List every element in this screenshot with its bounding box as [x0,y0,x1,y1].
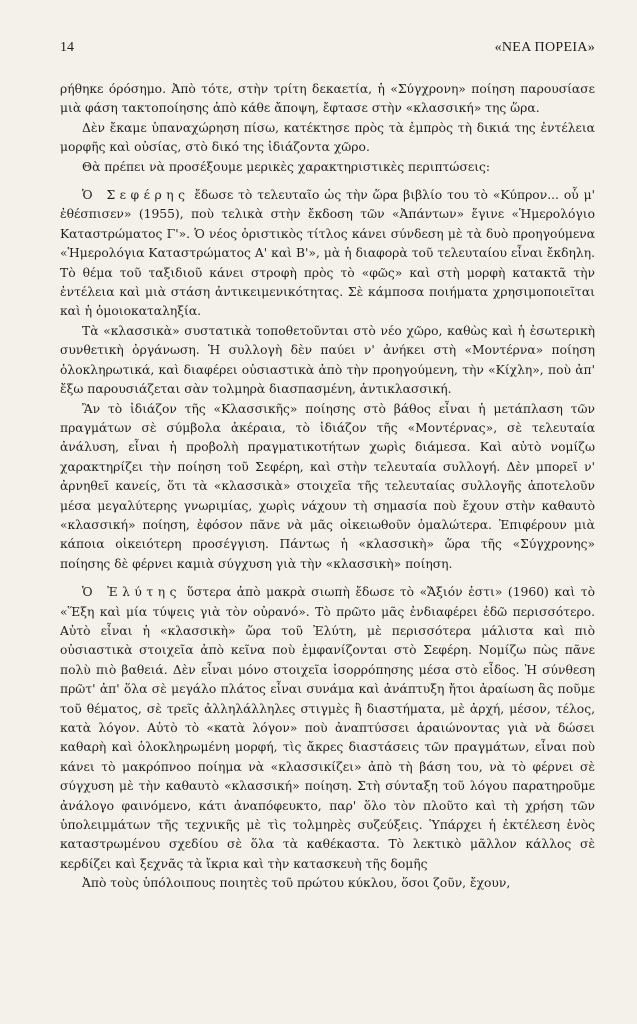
paragraph-text: ὕστερα ἀπὸ μακρὰ σιωπὴ ἔδωσε τὸ «Ἄξιόν ἐστι» (1960) καὶ τὸ «Ἕξη καὶ μία τύψεις γιὰ τὸν οὐρανό». Τὸ πρῶτο μᾶς ἐνδιαφέρει ἐδῶ περισσότερο. Αὐτὸ εἶναι ἡ «κλασσικὴ» ὥρα τοῦ Ἐλύτη, μὲ περισσότερα μάλιστα καὶ πιὸ οὐσιαστικὰ στοιχεῖα ἀπὸ κεῖνα ποὺ ἐμφανίζονται στὸ Σεφέρη. Νομίζω πὼς πᾶνε πολὺ πιὸ βαθειά. Δὲν εἶναι μόνο στοιχεῖα ἰσορρόπησης μέσα στὸ εἶδος. Ἡ σύνθεση πρῶτ' ἀπ' ὅλα σὲ μεγάλο πλάτος εἶναι συνάμα καὶ ἀνάπτυξη ἤτοι ἀραίωση ἂς ποῦμε τοῦ θέματος, σὲ τρεῖς ἀλληλάλληλες στιγμὲς ἢ διαστήματα, μὲ ἀρχή, μέσον, τέλος, κατὰ λόγον. Αὐτὸ τὸ «κατὰ λόγον» ποὺ ἀναπτύσσει ἀραιώνοντας γιὰ νὰ δώσει καθαρὴ καὶ ὁλοκληρωμένη μορφή, τὶς ἄκρες διαστάσεις τῶν πραγμάτων, εἶναι ποὺ κάνει τὸ μακρόπνοο ποίημα νὰ «κλασσικίζει» ἀπὸ τὴ βάση του, νὰ τὸ φέρνει σὲ σύγχυση μὲ τὴν καθαυτὸ «κλασσική» ποίηση. Στὴ σύνταξη τοῦ λόγου παρατηροῦμε ἀνάλογο φαινόμενο, κάτι ἀναπόφευκτο, παρ' ὅλο τὸν πλοῦτο καὶ τὴ χρήση τῶν ὑπολειμμάτων τῆς τεχνικῆς μὲ τὶς τολμηρὲς συζεύξεις. Ὑπάρχει ἡ ἐκτέλεση ἑνὸς καταστρωμένου σχεδίου σὲ ὅλα τὰ καθέκαστα. Τὸ λεκτικὸ μᾶλλον κάλλος σὲ κερδίζει καὶ ξεχνᾶς τὰ ἴκρια καὶ τὴν κατασκευὴ τῆς δομῆς [60,585,595,871]
paragraph: Δὲν ἔκαμε ὑπαναχώρηση πίσω, κατέκτησε πρὸς τὰ ἐμπρὸς τὴ δικιά της ἐντέλεια μορφῆς καὶ οὐσίας, στὸ δικό της ἰδιάζοντα χῶρο. [60,120,595,155]
article-body [60,80,595,894]
page-header [60,40,595,60]
page-number: 14 [60,40,74,55]
journal-title: «ΝΕΑ ΠΟΡΕΙΑ» [494,40,595,55]
paragraph-text: ἔδωσε τὸ τελευταῖο ὡς τὴν ὥρα βιβλίο του τὸ «Κύπρον... οὗ μ' ἐθέσπισεν» (1955), ποὺ τελικὰ στὴν ἔκδοση τῶν «Ἀπάντων» ἔγινε «Ἡμερολόγιο Καταστρώματος Γ'». Ὁ νέος ὁριστικὸς τίτλος κάνει σύνδεση μὲ τὰ δυὸ προηγούμενα «Ἡμερολόγια Καταστρώματος Α' καὶ Β'», μὰ ἡ διαφορὰ τοῦ τελευταίου εἶναι ἔκδηλη. Τὸ θέμα τοῦ ταξιδιοῦ κάνει στροφὴ πρὸς τὸ «φῶς» καὶ στὴ μορφὴ κατακτᾶ τὴν ἐντέλεια καὶ μιὰ στάση ἀντικειμενικότητας. Σὲ κάμποσα ποιήματα χρησιμοποιεῖται καὶ ἡ ὁμοιοκαταληξία. [60,188,595,319]
paragraph-continuation: ρήθηκε όρόσημο. Ἀπὸ τότε, στὴν τρίτη δεκαετία, ἡ «Σύγχρονη» ποίηση παρουσίασε μιὰ φάση τακτοποίησης ἀπὸ κάθε ἄποψη, ἔφτασε στὴν «κλασσική» της ὥρα. [60,82,595,116]
paragraph: Ἀπὸ τοὺς ὑπόλοιπους ποιητὲς τοῦ πρώτου κύκλου, ὅσοι ζοῦν, ἔχουν, [82,876,511,891]
paragraph-elytis [60,583,595,874]
poet-name-elytis: Ὁ Ἐλύτης [82,585,181,600]
poet-name-seferis: Ὁ Σεφέρης [82,188,190,203]
paragraph: Τὰ «κλασσικὰ» συστατικὰ τοποθετοῦνται στὸ νέο χῶρο, καθὼς καὶ ἡ ἐσωτερικὴ συνθετικὴ ὀργάνωση. Ἡ συλλογὴ δὲν παύει ν' ἀνήκει στὴ «Μοντέρνα» ποίηση ὁλοκληρωτικά, καὶ διαφέρει οὐσιαστικὰ ἀπὸ τὴν προηγούμενη, τὴν «Κίχλη», ποὺ ἀπ' ἔξω παρουσιάζεται σὰν τολμηρὰ διασπασμένη, ἀντικλασσική. [60,323,595,397]
paragraph-seferis [60,186,595,322]
paragraph: Θὰ πρέπει νὰ προσέξουμε μερικὲς χαρακτηριστικὲς περιπτώσεις: [82,159,491,174]
paragraph: Ἂν τὸ ἰδιάζον τῆς «Κλασσικῆς» ποίησης στὸ βάθος εἶναι ἡ μετάπλαση τῶν πραγμάτων σὲ σύμβολα ἀκέραια, τὸ ἰδιάζον τῆς «Μοντέρνας», σὲ τελευταία ἀνάλυση, εἶναι ἡ προβολὴ πραγματικοτήτων χωρὶς διάμεσα. Καὶ αὐτὸ νομίζω χαρακτηρίζει τὴν ποίηση τοῦ Σεφέρη, καὶ στὴν τελευταία συλλογή. Δὲν μπορεῖ ν' ἀρνηθεῖ κανείς, ὅτι τὰ «κλασσικὰ» στοιχεῖα τῆς τελευταίας συλλογῆς ἀποτελοῦν μέσα μεγαλύτερης γνωριμίας, χωρὶς νάχουν τὴ σημασία ποὺ ἔχουν στὴν καθαυτὸ «κλασσική» ποίηση, ἐφόσον πᾶνε νὰ μᾶς οἰκειωθοῦν ὁμαλώτερα. Ἐπιφέρουν μιὰ κάποια οἰκειότερη προσέγγιση. Πάντως ἡ «κλασσικὴ» ὥρα τῆς «Σύγχρονης» ποίησης δὲ φέρνει καμιὰ σύγχυση γιὰ τὴν «κλασσικὴ» ποίηση. [60,401,595,571]
